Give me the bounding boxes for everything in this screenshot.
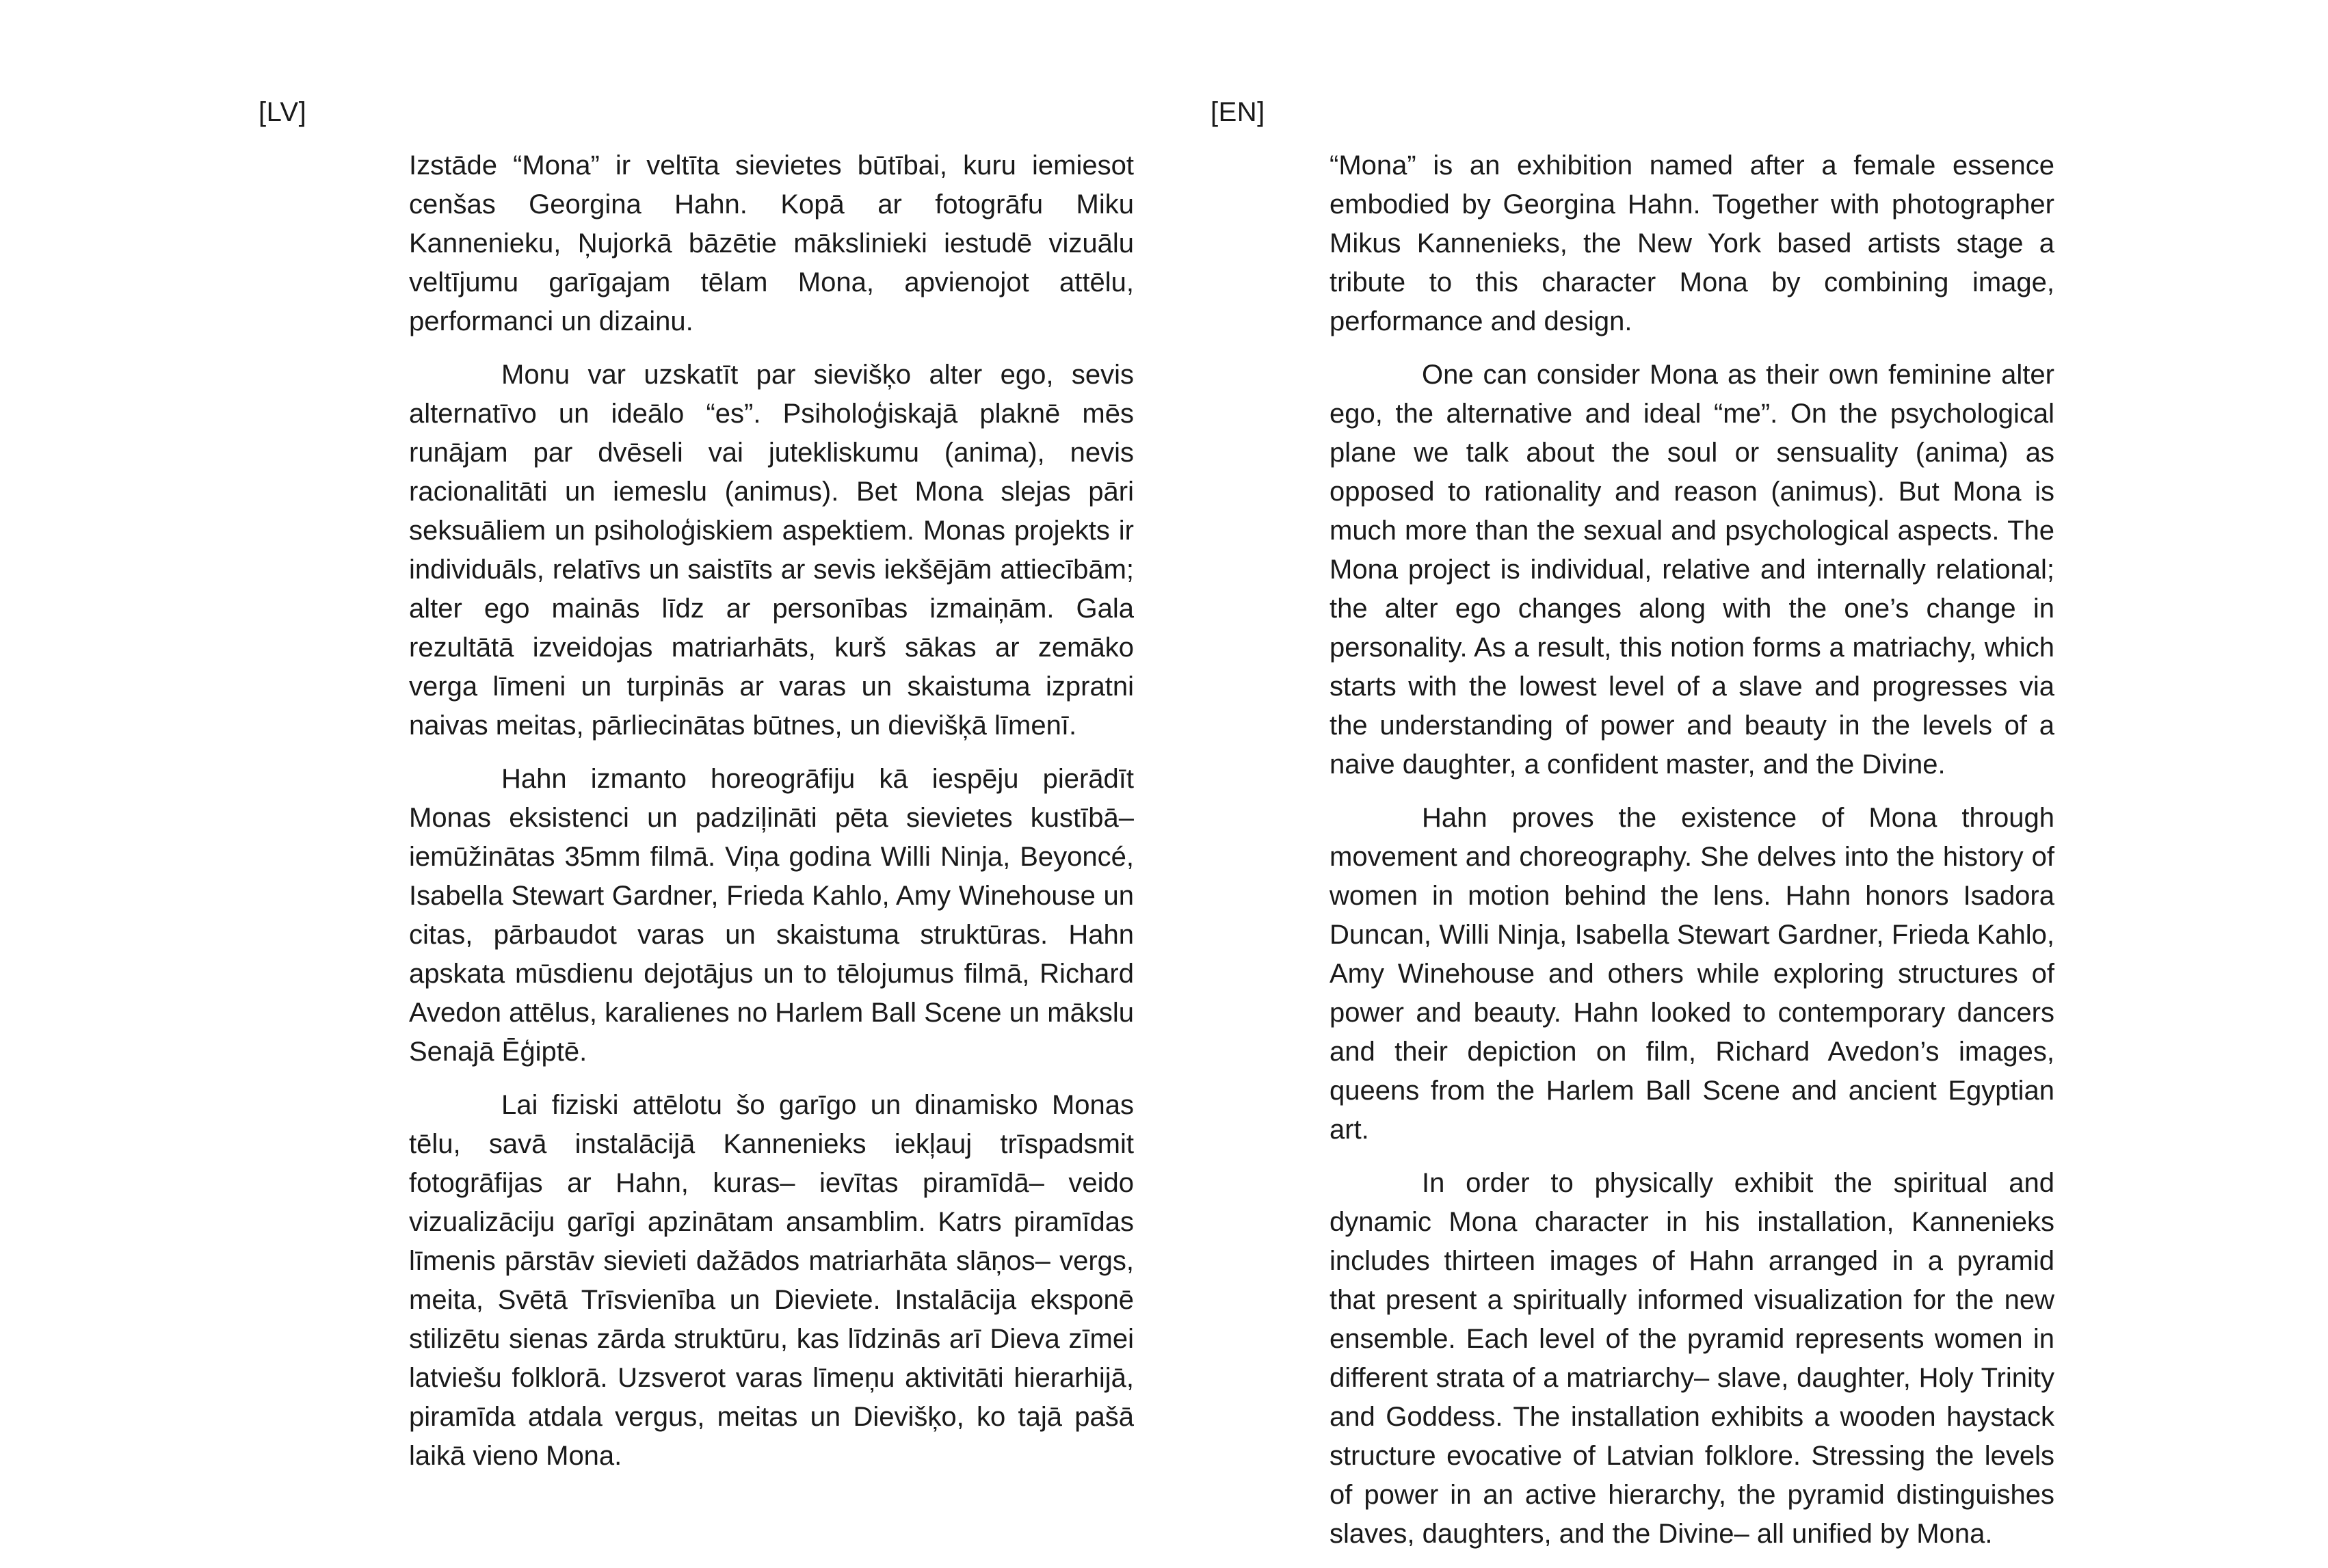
- lv-paragraph: Lai fiziski attēlotu šo garīgo un dinamisko Monas tēlu, savā instalācijā Kannenieks iekļauj trīspadsmit fotogrāfijas ar Hahn, kuras– ievītas piramīdā– veido vizualizāciju garīgi apzinātam ansamblim. Katrs piramīdas līmenis pārstāv sievieti dažādos matriarhāta slāņos– vergs, meita, Svētā Trīsvienība un Dieviete. Instalācija eksponē stilizētu sienas zārda struktūru, kas līdzinās arī Dieva zīmei latviešu folklorā. Uzsverot varas līmeņu aktivitāti hierarhijā, piramīda atdala vergus, meitas un Dievišķo, ko tajā pašā laikā vieno Mona.: [409, 1090, 1134, 1471]
- en-paragraph: One can consider Mona as their own feminine alter ego, the alternative and ideal “me”. On the psychological plane we talk about the soul or sensuality (anima) as opposed to rationality and reason (animus). But Mona is much more than the sexual and psychological aspects. The Mona project is individual, relative and internally relational; the alter ego changes along with the one’s change in personality. As a result, this notion forms a matriachy, which starts with the lowest level of a slave and progresses via the understanding of power and beauty in the levels of a naive daughter, a confident master, and the Divine.: [1330, 360, 2054, 780]
- lv-paragraph: Hahn izmanto horeogrāfiju kā iespēju pierādīt Monas eksistenci un padziļināti pēta sievietes kustībā– iemūžinātas 35mm filmā. Viņa godina Willi Ninja, Beyoncé, Isabella Stewart Gardner, Frieda Kahlo, Amy Winehouse un citas, pārbaudot varas un skaistuma struktūras. Hahn apskata mūsdienu dejotājus un to tēlojumus filmā, Richard Avedon attēlus, karalienes no Harlem Ball Scene un mākslu Senajā Ēģiptē.: [409, 764, 1134, 1067]
- en-paragraph: “Mona” is an exhibition named after a female essence embodied by Georgina Hahn. Together with photographer Mikus Kannenieks, the New York based artists stage a tribute to this character Mona by combining image, performance and design.: [1330, 150, 2054, 336]
- language-label-en: [EN]: [1211, 97, 1265, 127]
- en-paragraph: Hahn proves the existence of Mona through movement and choreography. She delves into the history of women in motion behind the lens. Hahn honors Isadora Duncan, Willi Ninja, Isabella Stewart Gardner, Frieda Kahlo, Amy Winehouse and others while exploring structures of power and beauty. Hahn looked to contemporary dancers and their depiction on film, Richard Avedon’s images, queens from the Harlem Ball Scene and ancient Egyptian art.: [1330, 803, 2054, 1145]
- lv-paragraph: Monu var uzskatīt par sievišķo alter ego, sevis alternatīvo un ideālo “es”. Psiholoģiskajā plaknē mēs runājam par dvēseli vai jutekliskumu (anima), nevis racionalitāti un iemeslu (animus). Bet Mona slejas pāri seksuāliem un psiholoģiskiem aspektiem. Monas projekts ir individuāls, relatīvs un saistīts ar sevis iekšējām attiecībām; alter ego mainās līdz ar personības izmaiņām. Gala rezultātā izveidojas matriarhāts, kurš sākas ar zemāko verga līmeni un turpinās ar varas un skaistuma izpratni naivas meitas, pārliecinātas būtnes, un dievišķā līmenī.: [409, 360, 1134, 741]
- language-label-lv: [LV]: [259, 97, 307, 127]
- english-text-column: [1330, 146, 2054, 1568]
- latvian-text-column: [409, 146, 1134, 1490]
- en-paragraph: In order to physically exhibit the spiritual and dynamic Mona character in his installation, Kannenieks includes thirteen images of Hahn arranged in a pyramid that present a spiritually informed visualization for the new ensemble. Each level of the pyramid represents women in different strata of a matriarchy– slave, daughter, Holy Trinity and Goddess. The installation exhibits a wooden haystack structure evocative of Latvian folklore. Stressing the levels of power in an active hierarchy, the pyramid distinguishes slaves, daughters, and the Divine– all unified by Mona.: [1330, 1168, 2054, 1549]
- lv-paragraph: Izstāde “Mona” ir veltīta sievietes būtībai, kuru iemiesot cenšas Georgina Hahn. Kopā ar fotogrāfu Miku Kannenieku, Ņujorkā bāzētie mākslinieki iestudē vizuālu veltījumu garīgajam tēlam Mona, apvienojot attēlu, performanci un dizainu.: [409, 150, 1134, 336]
